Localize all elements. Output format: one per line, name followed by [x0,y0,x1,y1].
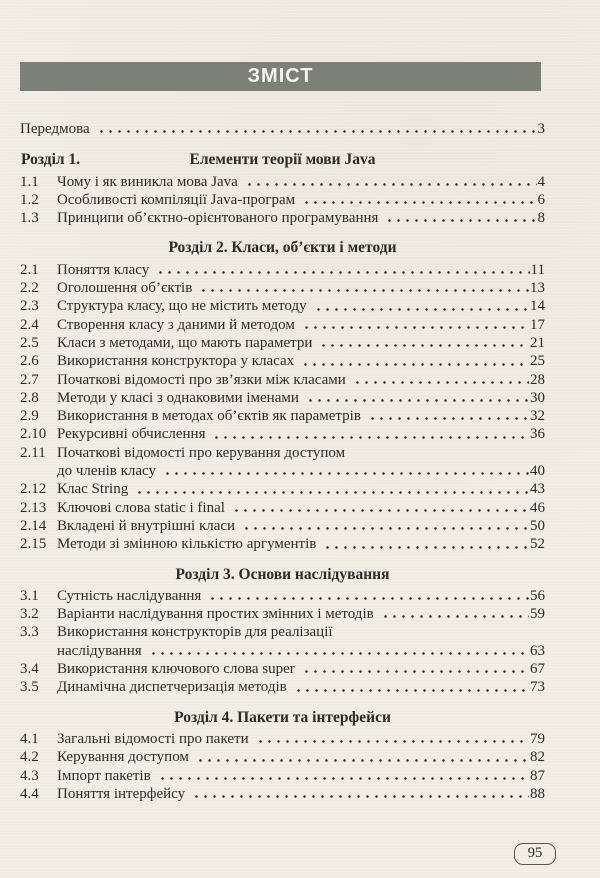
entry-page: 79 [530,730,545,747]
toc-entry [20,623,545,641]
section-label: Розділ 1. [21,151,81,169]
dot-leader [154,261,529,279]
entry-title: Використання конструкторів для реалізації [57,624,333,641]
entry-page: 4 [537,173,545,190]
entry-page: 63 [530,642,545,659]
entry-title: Чому і як виникла мова Java [57,173,238,190]
entry-title: Рекурсивні обчислення [57,426,206,443]
entry-title-continuation: наслідування [57,642,142,659]
dot-leader [304,389,529,407]
toc-entry [20,173,545,191]
toc-entry [20,535,545,553]
section-heading [20,566,545,584]
section-heading [20,151,545,169]
entry-number: 3.5 [20,679,39,696]
toc-entry [20,730,545,748]
entry-number: 2.6 [20,353,39,370]
dot-leader [300,191,536,209]
entry-number: 4.4 [20,785,39,802]
dot-leader [210,425,529,443]
page-number-badge: 95 [514,843,556,865]
section-title: Елементи теорії мови Java [189,151,376,169]
entry-title: Використання в методах об’єктів як параметрів [57,408,361,425]
dot-leader [230,499,529,517]
dot-leader [379,605,529,623]
toc-entry [20,660,545,678]
dot-leader [190,785,529,803]
toc-entry [20,407,545,425]
entry-number: 2.3 [20,298,39,315]
toc-entry [20,748,545,766]
entry-number: 2.2 [20,280,39,297]
dot-leader [161,462,529,480]
entry-number: 2.15 [20,536,47,553]
dot-leader [254,730,529,748]
entry-title: Класи з методами, що мають параметри [57,334,313,351]
entry-page: 36 [530,426,545,443]
toc-entry [20,352,545,370]
entry-number: 2.11 [20,444,46,461]
entry-title: Створення класу з даними й методом [57,316,295,333]
entry-number: 2.7 [20,371,39,388]
toc-entry [20,785,545,803]
entry-title: Принципи об’єктно-орієнтованого програмування [57,210,379,227]
dot-leader [133,480,529,498]
dot-leader [300,660,529,678]
entry-number: 2.12 [20,481,47,498]
entry-number: 1.1 [20,173,39,190]
section-title: Розділ 4. Пакети та інтерфейси [174,708,391,726]
entry-page: 21 [530,334,545,351]
entry-number: 2.4 [20,316,39,333]
entry-number: 2.8 [20,389,39,406]
entry-title: Оголошення об’єктів [57,280,193,297]
entry-number: 4.3 [20,767,39,784]
entry-title: Сутність наслідування [57,587,202,604]
entry-page: 17 [530,316,545,333]
toc-entry [20,587,545,605]
entry-title: Початкові відомості про керування доступом [57,444,346,461]
entry-title: Передмова [20,121,90,137]
dot-leader [156,767,529,785]
toc-entry [20,444,545,462]
entry-page: 30 [530,389,545,406]
toc-entry [20,425,545,443]
entry-page: 50 [530,517,545,534]
entry-page: 11 [530,261,545,278]
section-heading [20,239,545,257]
entry-number: 4.1 [20,730,39,747]
entry-page: 88 [530,785,545,802]
dot-leader [317,334,529,352]
dot-leader [292,678,529,696]
toc-entry [20,191,545,209]
entry-page: 13 [530,280,545,297]
entry-number: 2.13 [20,499,47,516]
entry-title: Поняття класу [57,261,150,278]
entry-page: 52 [530,536,545,553]
entry-number: 2.10 [20,426,47,443]
dot-leader [95,120,537,138]
dot-leader [194,748,529,766]
toc-sections [20,151,545,803]
toc-entry [20,678,545,696]
dot-leader [243,173,537,191]
entry-page: 6 [537,191,545,208]
entry-title: Клас String [57,481,129,498]
entry-title: Методи у класі з однаковими іменами [57,389,299,406]
entry-title: Використання ключового слова super [57,661,295,678]
toc-entry [20,499,545,517]
entry-page: 56 [530,587,545,604]
entry-page: 28 [530,371,545,388]
toc-entry [20,371,545,389]
entry-number: 2.1 [20,261,39,278]
toc-entry [20,480,545,498]
entry-number: 2.14 [20,517,47,534]
dot-leader [206,587,529,605]
toc-entry-continuation [20,462,545,480]
entry-page: 25 [530,353,545,370]
entry-page: 40 [530,463,545,480]
toc-entry [20,297,545,315]
entry-number: 3.1 [20,587,39,604]
entry-page: 32 [530,408,545,425]
entry-title: Варіанти наслідування простих змінних і методів [57,606,374,623]
entry-title: Керування доступом [57,749,189,766]
section-title: Розділ 3. Основи наслідування [175,565,390,583]
dot-leader [312,297,529,315]
entry-title: Вкладені й внутрішні класи [57,517,236,534]
dot-leader [299,352,529,370]
section-title: Розділ 2. Класи, об’єкти і методи [168,239,397,257]
entry-title: Ключові слова static і final [57,499,225,516]
toc-entry-preface [20,120,545,138]
entry-page: 43 [530,481,545,498]
entry-number: 3.3 [20,624,39,641]
entry-page: 46 [530,499,545,516]
entry-number: 1.2 [20,191,39,208]
dot-leader [300,316,529,334]
entry-page: 73 [530,679,545,696]
entry-number: 4.2 [20,749,39,766]
entry-title: Особливості компіляції Java-програм [57,191,296,208]
entry-page: 8 [537,210,545,227]
toc-entry [20,261,545,279]
contents-title: ЗМІСТ [247,65,314,87]
dot-leader [197,279,529,297]
entry-page: 87 [530,767,545,784]
dot-leader [383,209,536,227]
table-of-contents [20,120,545,803]
toc-entry [20,316,545,334]
toc-entry [20,334,545,352]
entry-number: 1.3 [20,210,39,227]
entry-number: 3.2 [20,606,39,623]
dot-leader [350,444,544,462]
dot-leader [366,407,529,425]
dot-leader [321,535,529,553]
toc-entry [20,389,545,407]
entry-page: 82 [530,749,545,766]
toc-entry [20,209,545,227]
contents-header-bar [20,62,541,91]
toc-entry [20,279,545,297]
entry-page: 67 [530,661,545,678]
toc-entry-continuation [20,642,545,660]
entry-page: 3 [537,121,545,137]
entry-title: Початкові відомості про зв’язки між класами [57,371,346,388]
entry-title: Загальні відомості про пакети [57,730,249,747]
entry-title: Динамічна диспетчеризація методів [57,679,287,696]
entry-page: 59 [530,606,545,623]
entry-title: Поняття інтерфейсу [57,785,186,802]
dot-leader [147,642,529,660]
toc-entry [20,517,545,535]
entry-number: 2.9 [20,408,39,425]
dot-leader [338,623,544,641]
entry-title: Використання конструктора у класах [57,353,295,370]
entry-page: 14 [530,298,545,315]
entry-number: 2.5 [20,334,39,351]
entry-title: Структура класу, що не містить методу [57,298,307,315]
entry-title: Методи зі змінною кількістю аргументів [57,536,317,553]
entry-title: Імпорт пакетів [57,767,151,784]
toc-entry [20,605,545,623]
entry-number: 3.4 [20,661,39,678]
toc-entry [20,767,545,785]
dot-leader [240,517,529,535]
dot-leader [351,371,529,389]
entry-title-continuation: до членів класу [57,463,156,480]
section-heading [20,709,545,727]
